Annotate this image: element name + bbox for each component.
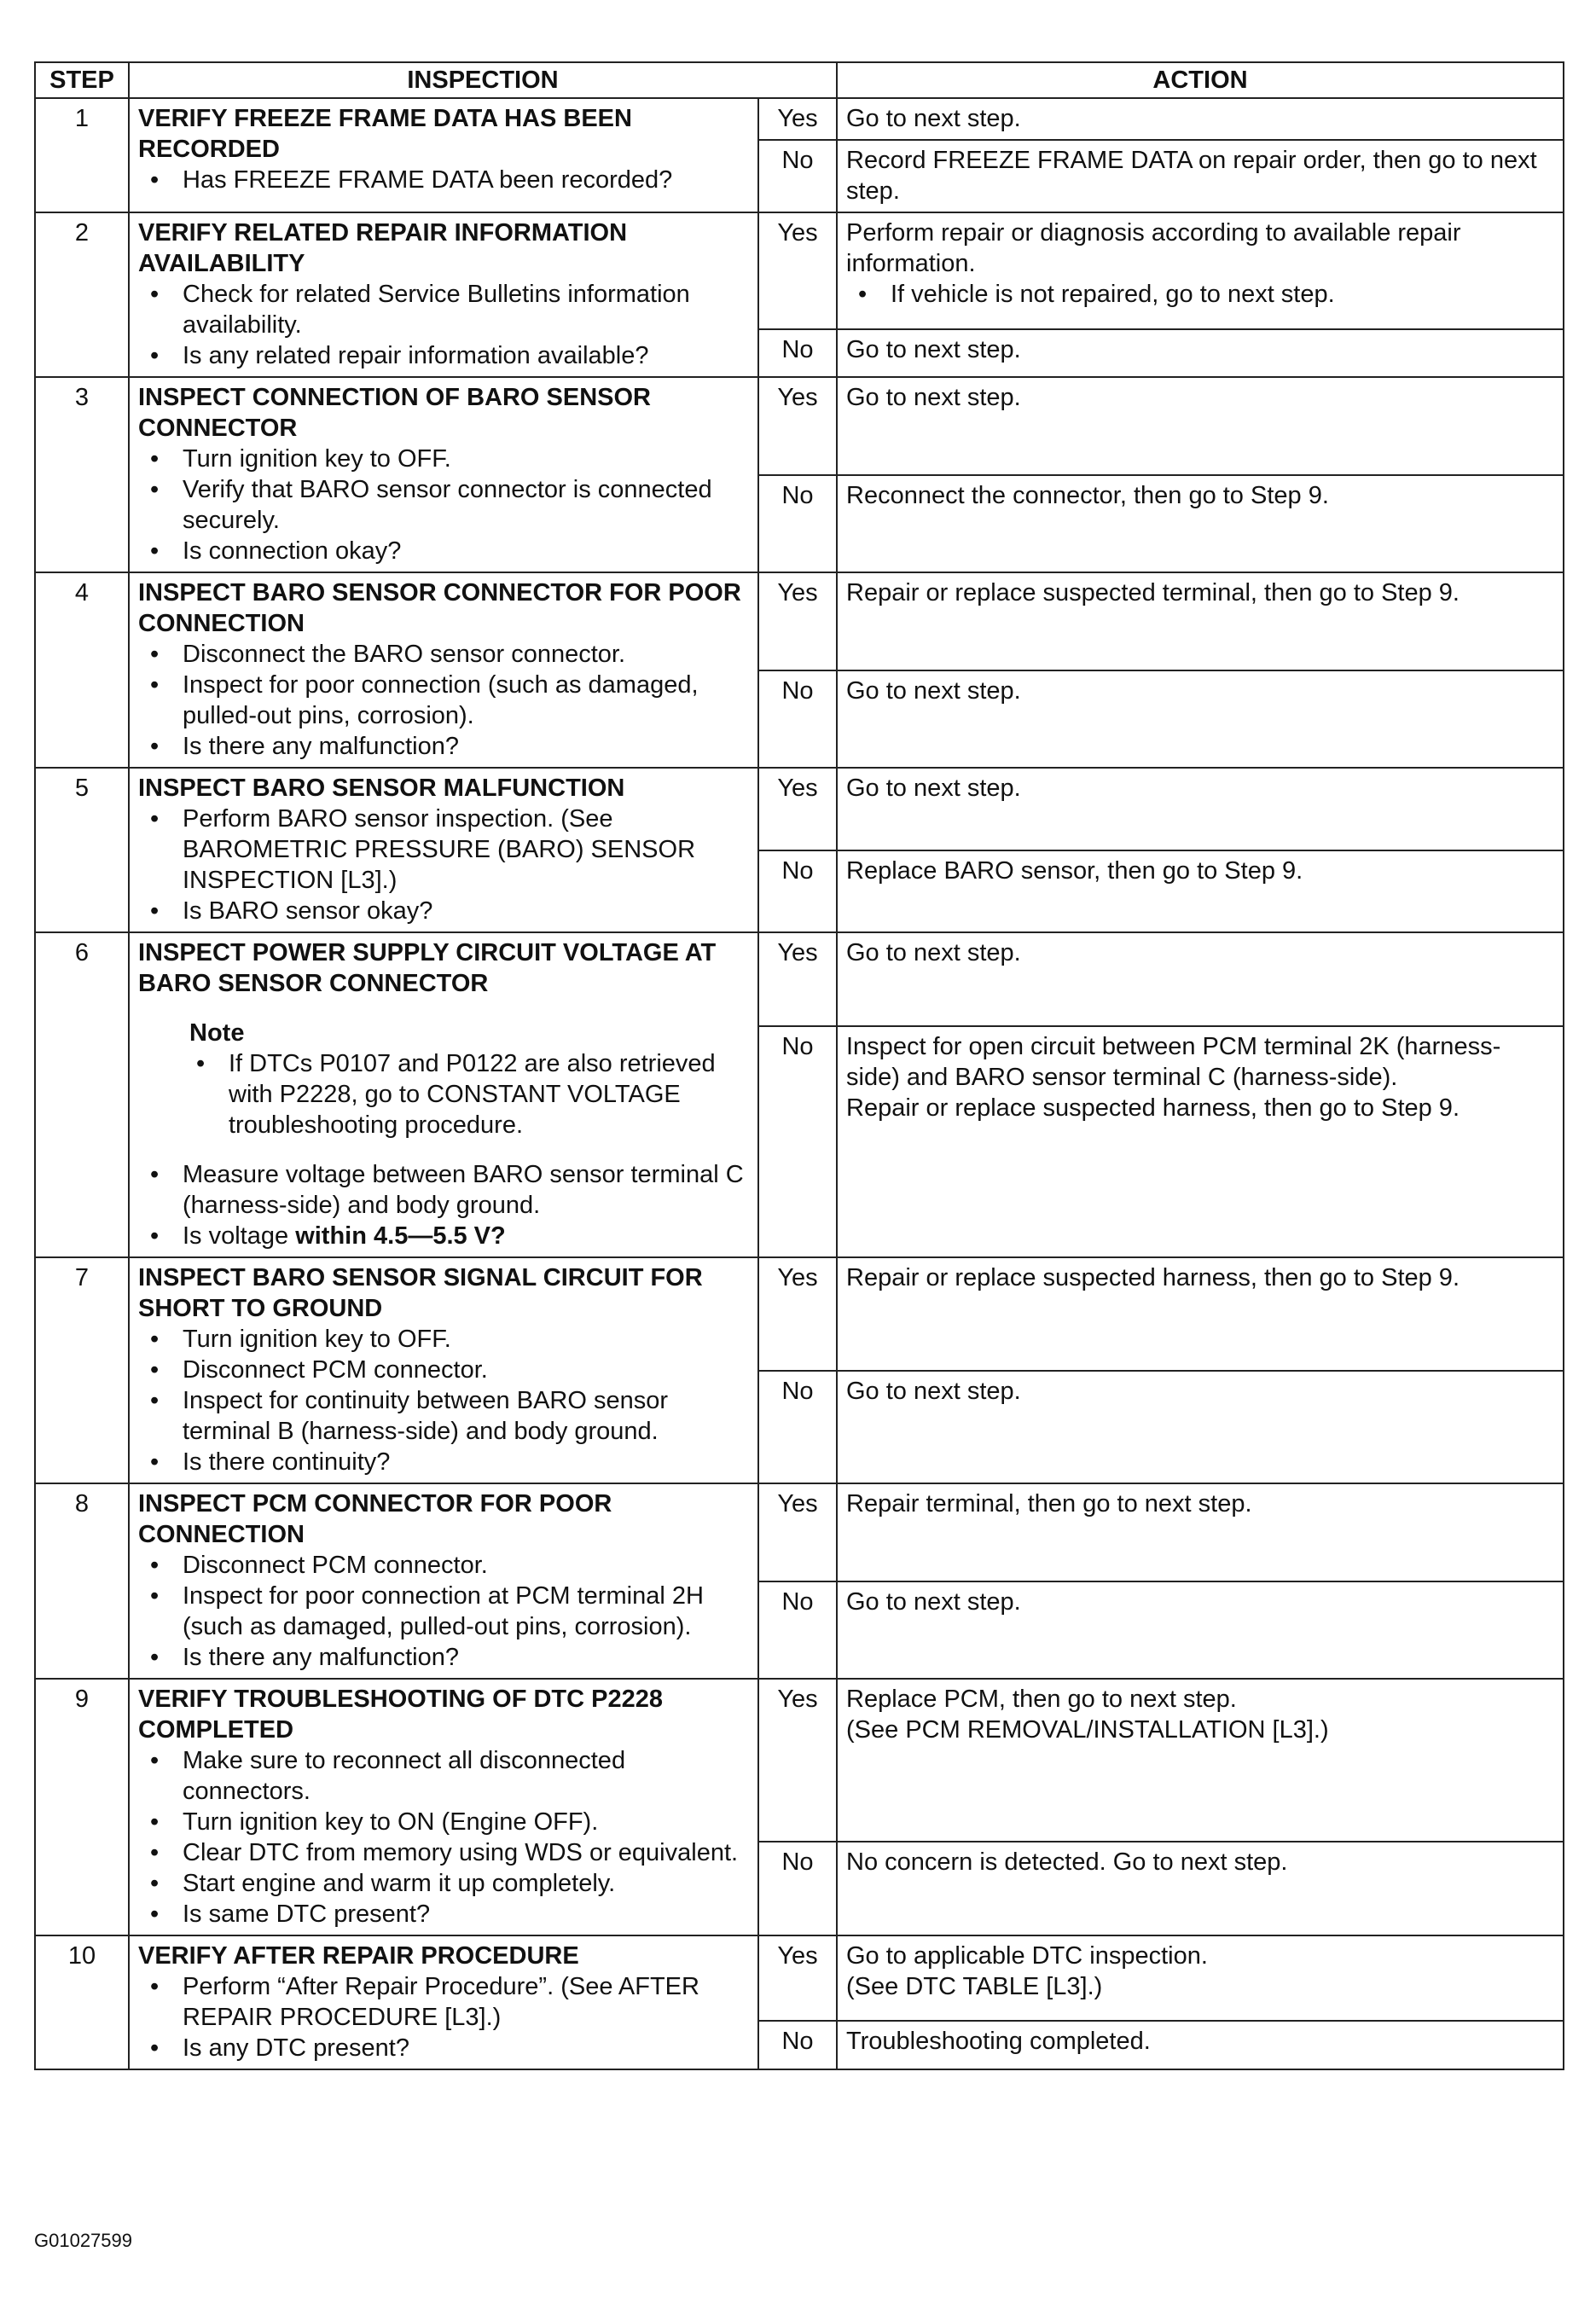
inspection-item: • Make sure to reconnect all disconnected connectors.: [138, 1745, 749, 1807]
table-row: [35, 932, 1564, 1026]
table-row: [35, 212, 1564, 329]
yes-label: Yes: [758, 377, 837, 475]
table-row: [35, 1935, 1564, 2021]
inspection-item-text: Is voltage: [183, 1222, 296, 1250]
inspection-item: • Is there continuity?: [138, 1447, 749, 1477]
action-text: Go to next step.: [846, 1587, 1021, 1616]
action-text: Repair or replace suspected terminal, then go to Step 9.: [846, 579, 1460, 606]
table-row: [35, 1257, 1564, 1371]
yes-action: [837, 768, 1564, 850]
inspection-cell: [129, 377, 758, 572]
inspection-cell: [129, 1483, 758, 1679]
table-row: [35, 768, 1564, 850]
inspection-item: • Is any DTC present?: [138, 2033, 749, 2063]
step-title: VERIFY TROUBLESHOOTING OF DTC P2228 COMPLETED: [138, 1686, 664, 1744]
yes-label: Yes: [758, 212, 837, 329]
action-text: Repair or replace suspected harness, then go to Step 9.: [846, 1094, 1460, 1122]
inspection-item: • Is same DTC present?: [138, 1899, 749, 1930]
inspection-cell: [129, 212, 758, 377]
inspection-item: • Verify that BARO sensor connector is connected securely.: [138, 474, 749, 536]
action-text: Reconnect the connector, then go to Step 9.: [846, 481, 1329, 509]
step-number: 3: [35, 377, 129, 572]
step-number: 5: [35, 768, 129, 932]
troubleshooting-table: [34, 61, 1564, 2070]
yes-action: [837, 377, 1564, 475]
inspection-list: [138, 279, 749, 371]
action-text: Go to applicable DTC inspection.: [846, 1942, 1208, 1970]
no-action: [837, 850, 1564, 933]
yes-label: Yes: [758, 572, 837, 670]
no-label: No: [758, 329, 837, 377]
figure-code: G01027599: [34, 2230, 132, 2251]
inspection-list: [138, 1324, 749, 1477]
table-row: [35, 98, 1564, 140]
step-number: 2: [35, 212, 129, 377]
inspection-item-spec: within 4.5—5.5 V?: [295, 1222, 506, 1250]
inspection-item: • Start engine and warm it up completely.: [138, 1868, 749, 1899]
table-row: [35, 377, 1564, 475]
action-text: Troubleshooting completed.: [846, 2027, 1151, 2055]
inspection-item: • Disconnect PCM connector.: [138, 1550, 749, 1581]
inspection-item: • Is there any malfunction?: [138, 731, 749, 762]
table-body: [35, 98, 1564, 2069]
action-text: Go to next step.: [846, 775, 1021, 802]
no-action: [837, 329, 1564, 377]
action-text: Go to next step.: [846, 939, 1021, 966]
action-text: Perform repair or diagnosis according to available repair information.: [846, 219, 1461, 277]
yes-label: Yes: [758, 768, 837, 850]
inspection-item: • Turn ignition key to ON (Engine OFF).: [138, 1807, 749, 1837]
yes-label: Yes: [758, 98, 837, 140]
no-action: [837, 475, 1564, 573]
yes-action: [837, 98, 1564, 140]
inspection-list: [138, 1971, 749, 2063]
inspection-item: • Inspect for poor connection (such as damaged, pulled-out pins, corrosion).: [138, 670, 749, 731]
no-label: No: [758, 475, 837, 573]
step-number: 9: [35, 1679, 129, 1935]
action-text: Replace BARO sensor, then go to Step 9.: [846, 856, 1303, 885]
inspection-item: • Is there any malfunction?: [138, 1642, 749, 1673]
no-label: No: [758, 140, 837, 212]
step-title: VERIFY FREEZE FRAME DATA HAS BEEN RECORDED: [138, 105, 632, 163]
inspection-item: • Disconnect the BARO sensor connector.: [138, 639, 749, 670]
inspection-item: • Turn ignition key to OFF.: [138, 444, 749, 474]
action-text: Go to next step.: [846, 676, 1021, 705]
note-list: [184, 1048, 749, 1140]
inspection-cell: [129, 1935, 758, 2069]
no-action: [837, 1581, 1564, 1680]
no-label: No: [758, 850, 837, 933]
yes-action: [837, 932, 1564, 1026]
inspection-item: • Clear DTC from memory using WDS or equivalent.: [138, 1837, 749, 1868]
yes-label: Yes: [758, 1679, 837, 1842]
action-text: Go to next step.: [846, 336, 1021, 364]
yes-action: [837, 1257, 1564, 1371]
no-action: [837, 2021, 1564, 2069]
action-text: Inspect for open circuit between PCM terminal 2K (harness-side) and BARO sensor terminal C (harness-side).: [846, 1032, 1501, 1091]
inspection-item: • Perform BARO sensor inspection. (See BAROMETRIC PRESSURE (BARO) SENSOR INSPECTION [L3].): [138, 804, 749, 896]
action-text: Go to next step.: [846, 384, 1021, 411]
step-number: 1: [35, 98, 129, 212]
step-title: INSPECT BARO SENSOR MALFUNCTION: [138, 775, 625, 802]
action-bullet: • If vehicle is not repaired, go to next step.: [846, 279, 1554, 310]
step-number: 4: [35, 572, 129, 768]
inspection-list: [138, 1745, 749, 1930]
table-row: [35, 1483, 1564, 1581]
step-title: INSPECT PCM CONNECTOR FOR POOR CONNECTION: [138, 1490, 612, 1548]
step-title: VERIFY AFTER REPAIR PROCEDURE: [138, 1942, 579, 1970]
step-title: INSPECT POWER SUPPLY CIRCUIT VOLTAGE AT BARO SENSOR CONNECTOR: [138, 939, 717, 997]
no-label: No: [758, 1371, 837, 1484]
yes-action: [837, 212, 1564, 329]
step-title: INSPECT BARO SENSOR CONNECTOR FOR POOR CONNECTION: [138, 579, 741, 637]
header-row: [35, 62, 1564, 98]
step-title: VERIFY RELATED REPAIR INFORMATION AVAILABILITY: [138, 219, 628, 277]
inspection-cell: [129, 1679, 758, 1935]
no-action: [837, 1026, 1564, 1257]
inspection-column-header: INSPECTION: [129, 62, 837, 98]
inspection-cell: [129, 1257, 758, 1483]
no-label: No: [758, 670, 837, 769]
inspection-list: [138, 1159, 749, 1251]
inspection-item: • Disconnect PCM connector.: [138, 1355, 749, 1385]
yes-label: Yes: [758, 1257, 837, 1371]
inspection-item: • Inspect for continuity between BARO sensor terminal B (harness-side) and body ground.: [138, 1385, 749, 1447]
inspection-item: • Perform “After Repair Procedure”. (See AFTER REPAIR PROCEDURE [L3].): [138, 1971, 749, 2033]
no-label: No: [758, 1581, 837, 1680]
yes-action: [837, 1483, 1564, 1581]
action-text: Replace PCM, then go to next step.: [846, 1686, 1237, 1713]
inspection-item: • Turn ignition key to OFF.: [138, 1324, 749, 1355]
inspection-cell: [129, 572, 758, 768]
action-column-header: ACTION: [837, 62, 1564, 98]
inspection-item: • Is connection okay?: [138, 536, 749, 566]
no-label: No: [758, 1842, 837, 1935]
action-text: Go to next step.: [846, 105, 1021, 132]
no-label: No: [758, 1026, 837, 1257]
no-action: [837, 1371, 1564, 1484]
yes-action: [837, 1935, 1564, 2021]
action-text: Repair or replace suspected harness, then go to Step 9.: [846, 1264, 1460, 1291]
inspection-cell: [129, 932, 758, 1257]
inspection-cell: [129, 98, 758, 212]
inspection-item: • Is any related repair information available?: [138, 340, 749, 371]
step-number: 10: [35, 1935, 129, 2069]
yes-label: Yes: [758, 1483, 837, 1581]
no-action: [837, 1842, 1564, 1935]
yes-label: Yes: [758, 932, 837, 1026]
table-row: [35, 572, 1564, 670]
inspection-item: • Inspect for poor connection at PCM terminal 2H (such as damaged, pulled-out pins, corrosion).: [138, 1581, 749, 1642]
action-text: No concern is detected. Go to next step.: [846, 1848, 1288, 1876]
inspection-list: [138, 165, 749, 195]
yes-label: Yes: [758, 1935, 837, 2021]
yes-action: [837, 1679, 1564, 1842]
inspection-item: • Is BARO sensor okay?: [138, 896, 749, 926]
no-label: No: [758, 2021, 837, 2069]
note-item: • If DTCs P0107 and P0122 are also retrieved with P2228, go to CONSTANT VOLTAGE troubleshooting procedure.: [184, 1048, 749, 1140]
step-number: 6: [35, 932, 129, 1257]
inspection-list: [138, 639, 749, 762]
no-action: [837, 670, 1564, 769]
step-title: INSPECT BARO SENSOR SIGNAL CIRCUIT FOR SHORT TO GROUND: [138, 1264, 703, 1322]
action-text: (See PCM REMOVAL/INSTALLATION [L3].): [846, 1716, 1329, 1744]
step-column-header: STEP: [35, 62, 129, 98]
step-number: 8: [35, 1483, 129, 1679]
no-action: [837, 140, 1564, 212]
inspection-list: [138, 1550, 749, 1673]
inspection-item: [138, 1221, 749, 1251]
step-title: INSPECT CONNECTION OF BARO SENSOR CONNECTOR: [138, 384, 651, 442]
inspection-item: • Check for related Service Bulletins information availability.: [138, 279, 749, 340]
action-text: Go to next step.: [846, 1377, 1021, 1405]
step-number: 7: [35, 1257, 129, 1483]
action-text: Record FREEZE FRAME DATA on repair order, then go to next step.: [846, 147, 1537, 205]
inspection-list: [138, 444, 749, 566]
action-text: Repair terminal, then go to next step.: [846, 1490, 1252, 1517]
inspection-cell: [129, 768, 758, 932]
yes-action: [837, 572, 1564, 670]
inspection-list: [138, 804, 749, 926]
table-row: [35, 1679, 1564, 1842]
action-text: (See DTC TABLE [L3].): [846, 1973, 1103, 2000]
inspection-item: • Has FREEZE FRAME DATA been recorded?: [138, 165, 749, 195]
note-label: Note: [189, 1019, 245, 1047]
inspection-item: • Measure voltage between BARO sensor terminal C (harness-side) and body ground.: [138, 1159, 749, 1221]
